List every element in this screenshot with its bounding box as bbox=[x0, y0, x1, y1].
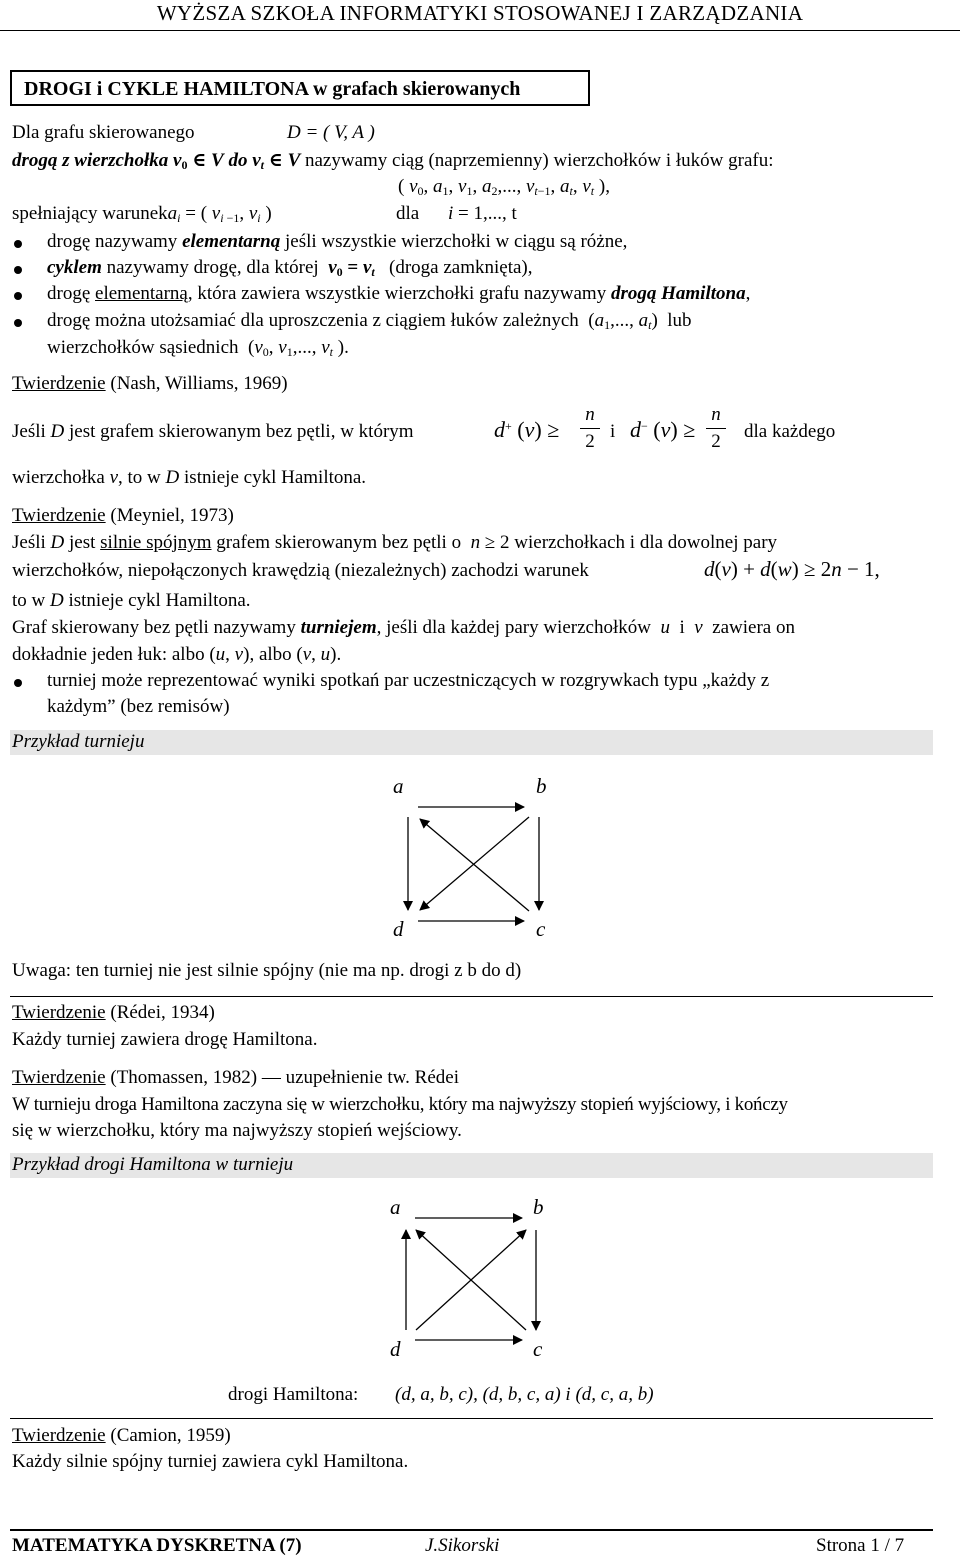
divider bbox=[10, 1418, 933, 1419]
graph1-node-d: d bbox=[393, 917, 404, 941]
theorem-redei-text: Każdy turniej zawiera drogę Hamiltona. bbox=[12, 1029, 318, 1050]
graph2-node-c: c bbox=[533, 1337, 543, 1361]
intro-def-path: drogą z wierzchołka bbox=[12, 150, 169, 171]
theorem-nash-line2: wierzchołka v, to w D istnieje cykl Hamiltona. bbox=[12, 467, 367, 488]
nash-formula-dminus: d− (v) ≥ bbox=[630, 417, 696, 442]
header-school: WYŻSZA SZKOŁA INFORMATYKI STOSOWANEJ I ZARZĄDZANIA bbox=[156, 1, 804, 25]
theorem-camion-text: Każdy silnie spójny turniej zawiera cykl Hamiltona. bbox=[12, 1451, 409, 1472]
meyniel-formula: d(v) + d(w) ≥ 2n − 1, bbox=[704, 557, 880, 581]
edge-c-a bbox=[420, 819, 529, 911]
bullet-cycle: cyklem nazywamy drogę, dla której $v_0 = v_t$ (droga zamknięta), bbox=[47, 257, 533, 279]
theorem-meyniel-line3: to w D istnieje cykl Hamiltona. bbox=[12, 590, 251, 611]
theorem-meyniel-line2: wierzchołków, niepołączonych krawędzią (niezależnych) zachodzi warunek bbox=[12, 560, 589, 581]
example-path-caption: Przykład drogi Hamiltona w turnieju bbox=[12, 1154, 294, 1175]
theorem-nash-title: Twierdzenie (Nash, Williams, 1969) bbox=[12, 373, 288, 394]
graph1-node-b: b bbox=[536, 774, 547, 798]
edge-b-d bbox=[420, 817, 529, 910]
theorem-camion-title: Twierdzenie (Camion, 1959) bbox=[12, 1425, 231, 1446]
theorem-thomassen-line2: się w wierzchołku, który ma najwyższy stopień wejściowy. bbox=[12, 1120, 462, 1141]
intro-condition-label: spełniający warunek bbox=[12, 203, 168, 224]
intro-dla: dla bbox=[396, 203, 420, 224]
bullet-hamilton-path: drogę elementarną, która zawiera wszystkie wierzchołki grafu nazywamy drogą Hamiltona, bbox=[47, 283, 751, 304]
footer-rule bbox=[10, 1529, 933, 1531]
intro-line1-text: Dla grafu skierowanego bbox=[12, 122, 195, 143]
example-path-caption-band bbox=[10, 1153, 933, 1178]
footer-course: MATEMATYKA DYSKRETNA (7) bbox=[12, 1535, 302, 1556]
intro-line4: spełniający waruneka$_i$ = ( $v_{i -1}$, $v_i$ ) bbox=[12, 203, 272, 225]
tournament-def-line1: Graf skierowany bez pętli nazywamy turniejem, jeśli dla każdej pary wierzchołków u i v zawiera on bbox=[12, 617, 795, 638]
bullet-arcs-line2: wierzchołków sąsiednich ($v_0$, $v_1$,..., $v_t$ ). bbox=[47, 337, 349, 359]
tournament-graph-2 bbox=[406, 1218, 536, 1340]
intro-range: i = 1,..., t bbox=[448, 203, 517, 224]
theorem-thomassen-title: Twierdzenie (Thomassen, 1982) — uzupełnienie tw. Rédei bbox=[12, 1067, 459, 1088]
hamilton-paths-label: drogi Hamiltona: bbox=[228, 1384, 359, 1405]
graph1-node-c: c bbox=[536, 917, 546, 941]
bullet-arcs: drogę można utożsamiać dla uproszczenia z ciągiem łuków zależnych ($a_1$,..., $a_t$) lub bbox=[47, 310, 692, 332]
footer-author: J.Sikorski bbox=[425, 1535, 500, 1556]
hamilton-paths-list: (d, a, b, c), (d, b, c, a) i (d, c, a, b) bbox=[395, 1384, 654, 1405]
theorem-meyniel-title: Twierdzenie (Meyniel, 1973) bbox=[12, 505, 234, 526]
theorem-thomassen-line1: W turnieju droga Hamiltona zaczyna się w wierzchołku, który ma najwyższy stopień wyjściowy, i kończy bbox=[12, 1094, 788, 1115]
tournament-bullet-line1: turniej może reprezentować wyniki spotkań par uczestniczących w rozgrywkach typu „każdy z bbox=[47, 670, 770, 691]
graph2-node-d: d bbox=[390, 1337, 401, 1361]
nash-frac-1: n 2 bbox=[577, 404, 603, 453]
intro-line2-rest: nazywamy ciąg (naprzemienny) wierzchołków i łuków grafu: bbox=[305, 150, 774, 171]
bullet-elementary: drogę nazywamy elementarną jeśli wszystkie wierzchołki w ciągu są różne, bbox=[47, 231, 628, 252]
nash-and: i bbox=[610, 421, 616, 442]
intro-sequence: ( $v_0$, $a_1$, $v_1$, $a_2$,..., $v_{t-1}$, $a_t$, $v_t$ ), bbox=[398, 176, 610, 198]
tournament-def-line2: dokładnie jeden łuk: albo (u, v), albo (v, u). bbox=[12, 644, 342, 665]
graph1-node-a: a bbox=[393, 774, 404, 798]
note-not-strongly-connected: Uwaga: ten turniej nie jest silnie spójny (nie ma np. drogi z b do d) bbox=[12, 960, 522, 981]
tournament-graph-1 bbox=[408, 807, 539, 921]
tournament-bullet-line2: każdym” (bez remisów) bbox=[47, 696, 230, 717]
intro-formula: D = ( V, A ) bbox=[287, 122, 375, 143]
theorem-redei-title: Twierdzenie (Rédei, 1934) bbox=[12, 1002, 215, 1023]
nash-frac-2: n 2 bbox=[703, 404, 729, 453]
graph2-node-a: a bbox=[390, 1195, 401, 1219]
page-title: DROGI i CYKLE HAMILTONA w grafach skierowanych bbox=[24, 78, 521, 100]
divider bbox=[10, 996, 933, 997]
intro-line2: drogą z wierzchołka $v_0$ ∈ V do $v_t$ ∈ V nazywamy ciąg (naprzemienny) wierzchołków i łuków grafu: bbox=[12, 150, 774, 172]
theorem-meyniel-line1: Jeśli D jest silnie spójnym grafem skierowanym bez pętli o n ≥ 2 wierzchołkach i dla dowolnej pary bbox=[12, 532, 778, 553]
nash-formula-dplus: d+ (v) ≥ bbox=[494, 417, 560, 442]
theorem-nash-line1: Jeśli D jest grafem skierowanym bez pętli, w którym bbox=[12, 421, 414, 442]
example-tournament-caption: Przykład turnieju bbox=[12, 731, 145, 752]
graph2-node-b: b bbox=[533, 1195, 544, 1219]
nash-each: dla każdego bbox=[744, 421, 836, 442]
footer-page: Strona 1 / 7 bbox=[816, 1535, 905, 1556]
